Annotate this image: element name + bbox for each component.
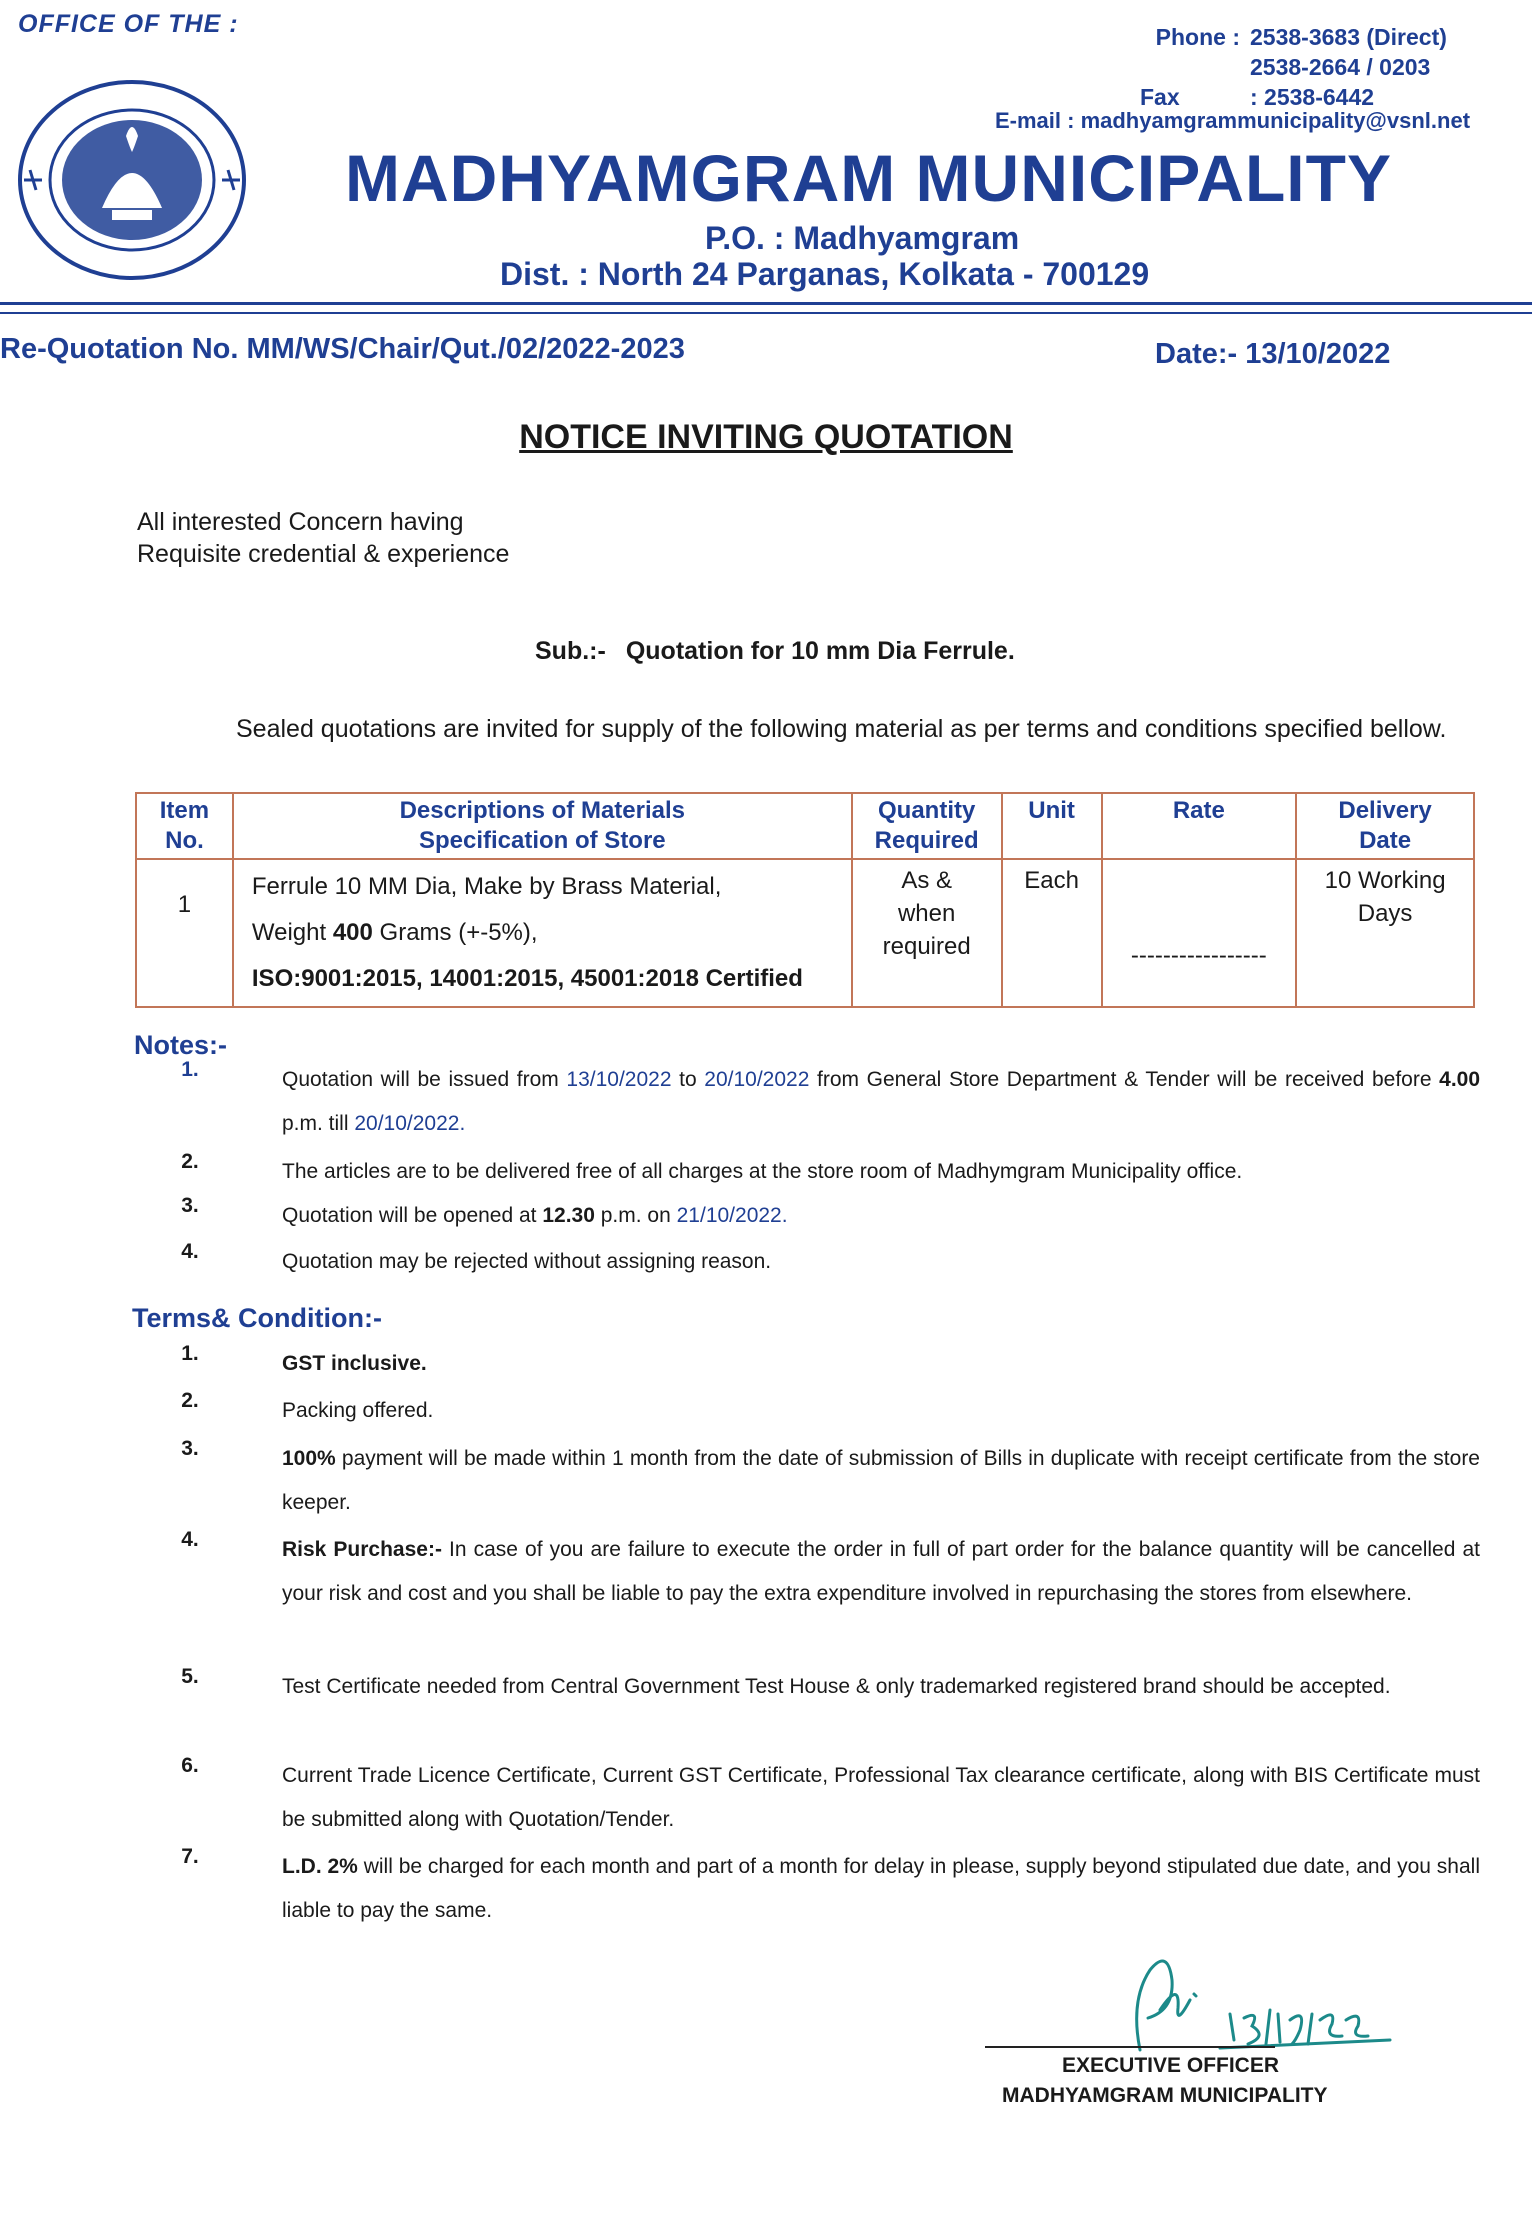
col-quantity: Quantity Required xyxy=(852,793,1002,859)
col-delivery: Delivery Date xyxy=(1296,793,1474,859)
addressee-line-2: Requisite credential & experience xyxy=(137,540,510,568)
municipality-title: MADHYAMGRAM MUNICIPALITY xyxy=(345,141,1392,215)
cell-quantity: As & when required xyxy=(852,859,1002,1007)
cell-rate: ----------------- xyxy=(1102,859,1297,1007)
header-divider xyxy=(0,302,1532,305)
notice-heading: NOTICE INVITING QUOTATION xyxy=(519,418,1013,456)
subject-text: Quotation for 10 mm Dia Ferrule. xyxy=(625,637,1015,665)
signatory-designation: EXECUTIVE OFFICER xyxy=(1062,2054,1280,2077)
addressee-line-1: All interested Concern having xyxy=(137,508,464,536)
phone-secondary: 2538-2664 / 0203 xyxy=(1250,54,1431,80)
notice-date: Date:- 13/10/2022 xyxy=(1155,338,1391,370)
cell-item-no: 1 xyxy=(136,859,233,1007)
office-of-label: OFFICE OF THE : xyxy=(18,10,239,38)
quotation-number: Re-Quotation No. MM/WS/Chair/Qut./02/2022-2023 xyxy=(0,333,685,365)
addressee xyxy=(137,506,509,570)
terms-heading: Terms& Condition:- xyxy=(132,1303,382,1333)
subject-line xyxy=(535,637,1015,666)
seal-logo-icon xyxy=(16,78,248,282)
cell-unit: Each xyxy=(1002,859,1102,1007)
col-unit: Unit xyxy=(1002,793,1102,859)
fax-label: Fax xyxy=(1140,84,1180,110)
subject-label: Sub.:- xyxy=(535,637,606,665)
cell-delivery: 10 Working Days xyxy=(1296,859,1474,1007)
phone-label: Phone : xyxy=(1155,24,1240,50)
materials-table xyxy=(135,792,1475,1008)
intro-paragraph: Sealed quotations are invited for supply of the following material as per terms and conditions specified bellow. xyxy=(236,715,1447,743)
notes-heading: Notes:- xyxy=(134,1030,227,1060)
col-rate: Rate xyxy=(1102,793,1297,859)
email-address: E-mail : madhyamgrammunicipality@vsnl.net xyxy=(995,108,1471,133)
col-description: Descriptions of Materials Specification of Store xyxy=(233,793,852,859)
post-office: P.O. : Madhyamgram xyxy=(705,220,1020,256)
header-divider-thin xyxy=(0,312,1532,314)
cell-description: Ferrule 10 MM Dia, Make by Brass Material, Weight 400 Grams (+-5%), ISO:9001:2015, 14001:2015, 45001:2018 Certified xyxy=(233,859,852,1007)
col-item-no: Item No. xyxy=(136,793,233,859)
contact-block xyxy=(1140,22,1447,112)
municipal-seal xyxy=(16,78,248,282)
table-row xyxy=(136,859,1474,1007)
signature-icon xyxy=(1120,1940,1400,2060)
phone-direct: 2538-3683 (Direct) xyxy=(1250,24,1447,50)
signature-line xyxy=(985,2046,1275,2048)
district-address: Dist. : North 24 Parganas, Kolkata - 700129 xyxy=(500,256,1150,292)
table-header-row xyxy=(136,793,1474,859)
fax-number: : 2538-6442 xyxy=(1250,84,1375,110)
signatory-organisation: MADHYAMGRAM MUNICIPALITY xyxy=(1002,2084,1328,2107)
